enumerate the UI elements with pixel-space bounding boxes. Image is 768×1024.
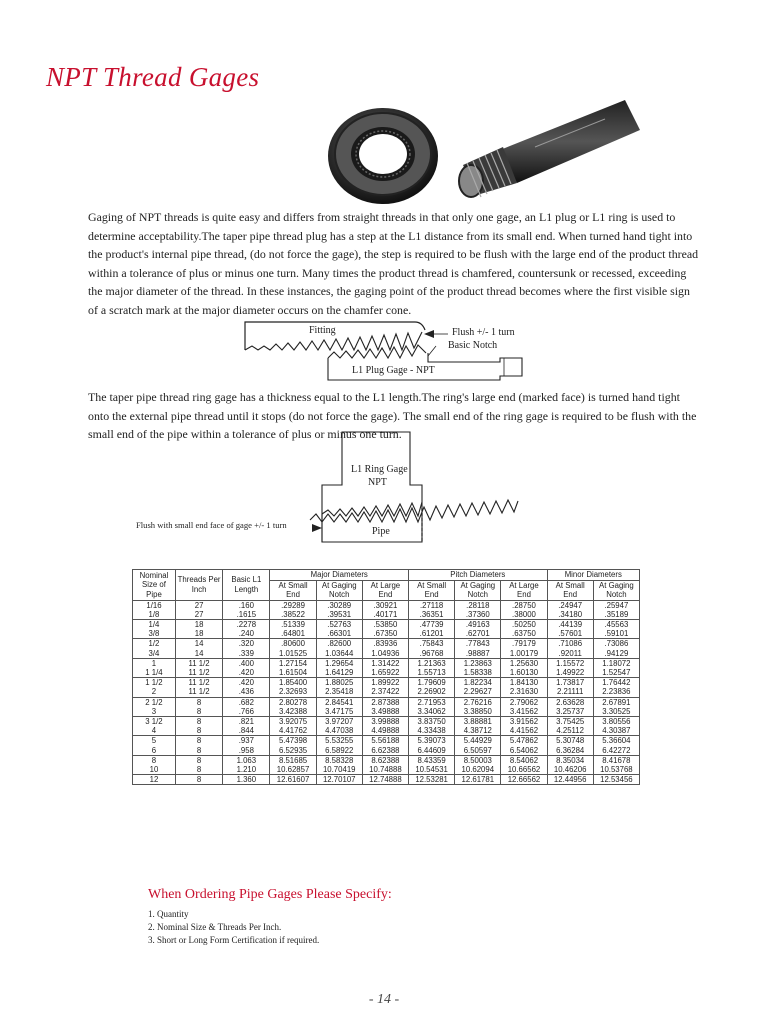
table-cell: .35189 [593, 610, 639, 620]
table-cell: 14 [175, 649, 222, 659]
table-cell: 8.58328 [316, 755, 362, 765]
ordering-item: 3. Short or Long Form Certification if required. [148, 935, 320, 945]
table-cell: 1.52547 [593, 668, 639, 678]
table-cell: 1.58338 [455, 668, 501, 678]
table-cell: 8 [175, 736, 222, 746]
table-cell: 4.41562 [501, 726, 547, 736]
table-row [133, 610, 640, 620]
table-row [133, 619, 640, 629]
table-cell: 4.30387 [593, 726, 639, 736]
table-cell: 2.35418 [316, 687, 362, 697]
table-cell: .50250 [501, 619, 547, 629]
table-row [133, 600, 640, 610]
sub-header: At Small End [270, 580, 316, 600]
table-cell: .436 [223, 687, 270, 697]
table-body [133, 600, 640, 785]
basic-notch-label: Basic Notch [448, 340, 498, 351]
table-cell: .73086 [593, 639, 639, 649]
table-cell: 6 [133, 746, 176, 756]
table-cell: .44139 [547, 619, 593, 629]
table-cell: 2.79062 [501, 697, 547, 707]
table-cell: 3.75425 [547, 716, 593, 726]
table-cell: 1/8 [133, 610, 176, 620]
table-cell: 10.66562 [501, 765, 547, 775]
ring-gage-label-line1: L1 Ring Gage [351, 464, 408, 475]
table-cell: 1.65922 [362, 668, 408, 678]
ring-gage-paragraph: The taper pipe thread ring gage has a thickness equal to the L1 length.The ring's large end (marked face) is turned hand tight onto the external pipe thread until it stops (do not force the gage). The small end of the ring gage is required to be flush with the small end of the pipe within a tolerance of plus or minus one turn. [88, 390, 697, 442]
table-cell: 3.42388 [270, 707, 316, 717]
table-cell: 12 [133, 775, 176, 785]
table-cell: .62701 [455, 629, 501, 639]
table-cell: 27 [175, 610, 222, 620]
thread-plug-gage-image [455, 95, 645, 205]
table-cell: 8.50003 [455, 755, 501, 765]
table-cell: 3/8 [133, 629, 176, 639]
table-row [133, 629, 640, 639]
table-cell: 3/4 [133, 649, 176, 659]
table-cell: 1.73817 [547, 678, 593, 688]
table-cell: .1615 [223, 610, 270, 620]
table-cell: .2278 [223, 619, 270, 629]
table-row [133, 649, 640, 659]
table-cell: 4.25112 [547, 726, 593, 736]
table-cell: 8.54062 [501, 755, 547, 765]
table-cell: 1/2 [133, 639, 176, 649]
table-cell: 1.360 [223, 775, 270, 785]
table-cell: 8 [175, 716, 222, 726]
table-cell: .59101 [593, 629, 639, 639]
table-cell: .67350 [362, 629, 408, 639]
flush-turn-label: Flush +/- 1 turn [452, 327, 515, 338]
page-title: NPT Thread Gages [46, 62, 260, 92]
table-cell: 6.44609 [409, 746, 455, 756]
table-cell: .766 [223, 707, 270, 717]
table-cell: 5 [133, 736, 176, 746]
table-cell: 2.26902 [409, 687, 455, 697]
table-cell: 6.52935 [270, 746, 316, 756]
table-cell: 2.37422 [362, 687, 408, 697]
table-cell: 4.33438 [409, 726, 455, 736]
table-row [133, 668, 640, 678]
table-cell: 2.80278 [270, 697, 316, 707]
col-group-minor: Minor Diameters [547, 570, 639, 581]
table-cell: .36351 [409, 610, 455, 620]
table-cell: .82600 [316, 639, 362, 649]
table-cell: 1.01525 [270, 649, 316, 659]
table-cell: .320 [223, 639, 270, 649]
table-cell: 1.49922 [547, 668, 593, 678]
table-cell: 1 1/4 [133, 668, 176, 678]
table-cell: 8 [133, 755, 176, 765]
table-cell: 3.83750 [409, 716, 455, 726]
table-cell: 10 [133, 765, 176, 775]
table-cell: 1/4 [133, 619, 176, 629]
col-group-pitch: Pitch Diameters [409, 570, 548, 581]
table-cell: 6.50597 [455, 746, 501, 756]
table-cell: 1.03644 [316, 649, 362, 659]
thread-ring-gage-image [325, 98, 440, 208]
table-cell: 1.60130 [501, 668, 547, 678]
table-row [133, 687, 640, 697]
table-cell: 18 [175, 629, 222, 639]
table-cell: 1.18072 [593, 658, 639, 668]
table-cell: 6.36284 [547, 746, 593, 756]
table-cell: 2.31630 [501, 687, 547, 697]
table-cell: 4.38712 [455, 726, 501, 736]
table-row [133, 736, 640, 746]
table-row [133, 716, 640, 726]
sub-header: At Gaging Notch [593, 580, 639, 600]
table-cell: .25947 [593, 600, 639, 610]
table-cell: .77843 [455, 639, 501, 649]
table-row [133, 765, 640, 775]
table-cell: .51339 [270, 619, 316, 629]
table-cell: .30921 [362, 600, 408, 610]
table-cell: 12.61781 [455, 775, 501, 785]
table-row [133, 707, 640, 717]
table-cell: 8.41678 [593, 755, 639, 765]
table-cell: .83936 [362, 639, 408, 649]
table-cell: .240 [223, 629, 270, 639]
table-row [133, 755, 640, 765]
ordering-item: 2. Nominal Size & Threads Per Inch. [148, 922, 282, 932]
table-cell: 8.43359 [409, 755, 455, 765]
table-cell: 2.29627 [455, 687, 501, 697]
table-cell: 10.53768 [593, 765, 639, 775]
table-cell: .71086 [547, 639, 593, 649]
ring-gage-label-line2: NPT [368, 477, 387, 488]
table-cell: .57601 [547, 629, 593, 639]
table-cell: .160 [223, 600, 270, 610]
table-cell: .28750 [501, 600, 547, 610]
npt-dimensions-table [132, 569, 640, 785]
table-cell: .79179 [501, 639, 547, 649]
table-cell: 27 [175, 600, 222, 610]
table-cell: 3.38850 [455, 707, 501, 717]
col-threads-per-inch: Threads Per Inch [175, 570, 222, 601]
table-cell: 1 [133, 658, 176, 668]
table-cell: 1.76442 [593, 678, 639, 688]
table-cell: 3.41562 [501, 707, 547, 717]
table-row [133, 658, 640, 668]
table-cell: 1.29654 [316, 658, 362, 668]
table-cell: 1.27154 [270, 658, 316, 668]
table-cell: 3.47175 [316, 707, 362, 717]
sub-header: At Gaging Notch [316, 580, 362, 600]
table-cell: 1.82234 [455, 678, 501, 688]
table-cell: 1/16 [133, 600, 176, 610]
table-cell: .66301 [316, 629, 362, 639]
table-cell: 3.80556 [593, 716, 639, 726]
table-cell: 10.70419 [316, 765, 362, 775]
col-basic-l1-length: Basic L1 Length [223, 570, 270, 601]
table-cell: .92011 [547, 649, 593, 659]
ring-gage-labels [130, 430, 530, 548]
sub-header: At Large End [362, 580, 408, 600]
table-cell: 1.25630 [501, 658, 547, 668]
table-cell: .28118 [455, 600, 501, 610]
table-cell: 2 [133, 687, 176, 697]
table-cell: 1.89922 [362, 678, 408, 688]
table-cell: .96768 [409, 649, 455, 659]
table-cell: .52763 [316, 619, 362, 629]
table-cell: 2 1/2 [133, 697, 176, 707]
table-cell: 12.44956 [547, 775, 593, 785]
table-cell: 1.61504 [270, 668, 316, 678]
table-cell: .420 [223, 668, 270, 678]
table-cell: 5.53255 [316, 736, 362, 746]
table-cell: .94129 [593, 649, 639, 659]
table-cell: .339 [223, 649, 270, 659]
table-cell: 2.63628 [547, 697, 593, 707]
col-group-major: Major Diameters [270, 570, 409, 581]
table-cell: 6.58922 [316, 746, 362, 756]
table-cell: 1.64129 [316, 668, 362, 678]
table-cell: 2.23836 [593, 687, 639, 697]
ordering-list [148, 908, 319, 947]
table-cell: 3.30525 [593, 707, 639, 717]
table-cell: 1.84130 [501, 678, 547, 688]
table-cell: .39531 [316, 610, 362, 620]
table-cell: 4.49888 [362, 726, 408, 736]
table-cell: .937 [223, 736, 270, 746]
table-cell: 1.31422 [362, 658, 408, 668]
table-cell: .420 [223, 678, 270, 688]
table-cell: 11 1/2 [175, 687, 222, 697]
table-cell: 4.41762 [270, 726, 316, 736]
table-cell: 5.30748 [547, 736, 593, 746]
table-cell: 12.53456 [593, 775, 639, 785]
table-cell: .64801 [270, 629, 316, 639]
table-cell: .844 [223, 726, 270, 736]
table-cell: 5.36604 [593, 736, 639, 746]
table-cell: 8 [175, 726, 222, 736]
table-cell: 12.74888 [362, 775, 408, 785]
table-cell: 5.39073 [409, 736, 455, 746]
page-number: - 14 - [368, 992, 400, 1007]
fitting-label: Fitting [309, 325, 336, 336]
plug-gage-label: L1 Plug Gage - NPT [352, 365, 435, 376]
table-cell: 10.62857 [270, 765, 316, 775]
table-cell: .27118 [409, 600, 455, 610]
table-cell: 4 [133, 726, 176, 736]
table-cell: 12.66562 [501, 775, 547, 785]
sub-header: At Small End [547, 580, 593, 600]
table-cell: 10.62094 [455, 765, 501, 775]
table-cell: 6.54062 [501, 746, 547, 756]
table-cell: .80600 [270, 639, 316, 649]
table-cell: 12.61607 [270, 775, 316, 785]
table-cell: 3.25737 [547, 707, 593, 717]
ordering-item: 1. Quantity [148, 909, 189, 919]
table-cell: 2.84541 [316, 697, 362, 707]
table-cell: 12.53281 [409, 775, 455, 785]
table-cell: .53850 [362, 619, 408, 629]
table-cell: 3.91562 [501, 716, 547, 726]
table-cell: 1.23863 [455, 658, 501, 668]
table-cell: 1.210 [223, 765, 270, 775]
table-cell: 18 [175, 619, 222, 629]
table-cell: .37360 [455, 610, 501, 620]
table-cell: .400 [223, 658, 270, 668]
table-cell: 11 1/2 [175, 668, 222, 678]
table-cell: 3.97207 [316, 716, 362, 726]
table-row [133, 775, 640, 785]
table-cell: 8 [175, 697, 222, 707]
table-row [133, 678, 640, 688]
table-cell: 2.32693 [270, 687, 316, 697]
ordering-title: When Ordering Pipe Gages Please Specify: [148, 887, 392, 902]
sub-header: At Large End [501, 580, 547, 600]
table-row [133, 697, 640, 707]
table-cell: 3 [133, 707, 176, 717]
table-cell: .40171 [362, 610, 408, 620]
table-cell: .30289 [316, 600, 362, 610]
table-row [133, 639, 640, 649]
table-cell: .61201 [409, 629, 455, 639]
table-cell: 1.79609 [409, 678, 455, 688]
table-cell: 1 1/2 [133, 678, 176, 688]
table-cell: 12.70107 [316, 775, 362, 785]
table-cell: .24947 [547, 600, 593, 610]
table-cell: 1.00179 [501, 649, 547, 659]
table-cell: 5.56188 [362, 736, 408, 746]
table-cell: 8 [175, 765, 222, 775]
table-cell: 1.55713 [409, 668, 455, 678]
table-cell: 1.04936 [362, 649, 408, 659]
table-cell: 8.51685 [270, 755, 316, 765]
flush-small-end-label: Flush with small end face of gage +/- 1 turn [136, 520, 287, 530]
table-cell: .63750 [501, 629, 547, 639]
table-cell: 1.063 [223, 755, 270, 765]
sub-header: At Gaging Notch [455, 580, 501, 600]
table-cell: 2.21111 [547, 687, 593, 697]
table-cell: 2.71953 [409, 697, 455, 707]
table-cell: .98887 [455, 649, 501, 659]
table-cell: .821 [223, 716, 270, 726]
table-cell: 1.15572 [547, 658, 593, 668]
table-cell: 10.74888 [362, 765, 408, 775]
table-cell: 3.49888 [362, 707, 408, 717]
table-cell: .682 [223, 697, 270, 707]
table-cell: 1.88025 [316, 678, 362, 688]
table-cell: .38522 [270, 610, 316, 620]
col-nominal-size: Nominal Size of Pipe [133, 570, 176, 601]
pipe-label: Pipe [372, 526, 390, 537]
table-cell: 4.47038 [316, 726, 362, 736]
plug-gage-labels [240, 318, 530, 384]
table-cell: 5.44929 [455, 736, 501, 746]
table-cell: 8.35034 [547, 755, 593, 765]
table-cell: 10.46206 [547, 765, 593, 775]
table-cell: 6.42272 [593, 746, 639, 756]
intro-paragraph: Gaging of NPT threads is quite easy and differs from straight threads in that only one gage, an L1 plug or L1 ring is used to determine acceptability.The taper pipe thread plug has a step at the L1 distance from its small end. When turned hand tight into the product's internal pipe thread, (do not force the gage), the step is required to be flush with the large end of the product thread within a tolerance of plus or minus one turn. Many times the product thread is chamfered, countersunk or recessed, exceeding the major diameter of the thread. In these instances, the gaging point of the product thread becomes where the first visible sign of a scratch mark at the major diameter occurs on the chamfer cone. [88, 210, 699, 317]
table-cell: .958 [223, 746, 270, 756]
table-cell: 8 [175, 775, 222, 785]
table-cell: 2.67891 [593, 697, 639, 707]
table-cell: .38000 [501, 610, 547, 620]
table-cell: 1.21363 [409, 658, 455, 668]
table-cell: 11 1/2 [175, 678, 222, 688]
table-cell: .29289 [270, 600, 316, 610]
table-cell: 8 [175, 746, 222, 756]
table-cell: 3 1/2 [133, 716, 176, 726]
table-cell: 8 [175, 755, 222, 765]
table-cell: 3.99888 [362, 716, 408, 726]
table-cell: .75843 [409, 639, 455, 649]
table-cell: 8.62388 [362, 755, 408, 765]
table-row [133, 726, 640, 736]
table-cell: .34180 [547, 610, 593, 620]
table-cell: 11 1/2 [175, 658, 222, 668]
table-cell: 3.92075 [270, 716, 316, 726]
table-cell: .49163 [455, 619, 501, 629]
table-cell: 1.85400 [270, 678, 316, 688]
table-row [133, 746, 640, 756]
sub-header: At Small End [409, 580, 455, 600]
table-cell: 2.76216 [455, 697, 501, 707]
table-cell: 3.34062 [409, 707, 455, 717]
table-cell: 3.88881 [455, 716, 501, 726]
table-cell: 6.62388 [362, 746, 408, 756]
table-cell: 8 [175, 707, 222, 717]
table-cell: .47739 [409, 619, 455, 629]
table-cell: .45563 [593, 619, 639, 629]
table-cell: 2.87388 [362, 697, 408, 707]
table-cell: 14 [175, 639, 222, 649]
table-cell: 10.54531 [409, 765, 455, 775]
table-cell: 5.47398 [270, 736, 316, 746]
table-cell: 5.47862 [501, 736, 547, 746]
